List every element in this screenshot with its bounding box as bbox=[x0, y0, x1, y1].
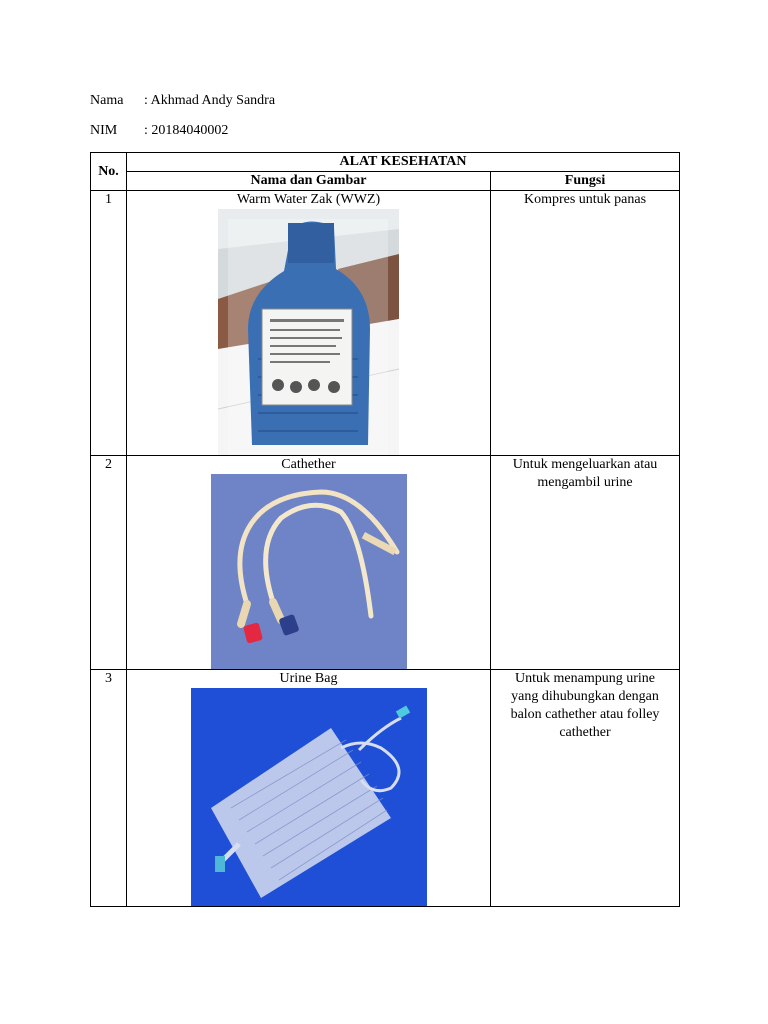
nim-value: : 20184040002 bbox=[144, 123, 229, 138]
equipment-table bbox=[90, 152, 680, 907]
item-name: Warm Water Zak (WWZ) bbox=[236, 192, 381, 207]
urine-bag-photo bbox=[191, 688, 427, 906]
table-row bbox=[91, 456, 680, 670]
item-cell bbox=[127, 456, 491, 670]
table-row bbox=[91, 670, 680, 907]
nim-line bbox=[90, 123, 228, 139]
catheter-photo bbox=[211, 474, 407, 669]
row-number: 3 bbox=[91, 670, 127, 907]
col-no-header: No. bbox=[91, 153, 127, 191]
name-label: Nama bbox=[90, 93, 124, 108]
item-name: Cathether bbox=[281, 457, 336, 472]
table-title: ALAT KESEHATAN bbox=[127, 153, 680, 172]
col-function-header: Fungsi bbox=[491, 172, 680, 191]
nim-label: NIM bbox=[90, 123, 118, 138]
function-cell: Untuk menampung urine yang dihubungkan dengan balon cathether atau folley cathether bbox=[491, 670, 680, 907]
item-cell bbox=[127, 191, 491, 456]
name-line bbox=[90, 93, 275, 109]
function-cell: Untuk mengeluarkan atau mengambil urine bbox=[491, 456, 680, 670]
name-value: : Akhmad Andy Sandra bbox=[144, 93, 276, 108]
item-cell bbox=[127, 670, 491, 907]
row-number: 2 bbox=[91, 456, 127, 670]
table-row bbox=[91, 191, 680, 456]
function-cell: Kompres untuk panas bbox=[491, 191, 680, 456]
col-name-header: Nama dan Gambar bbox=[127, 172, 491, 191]
item-name: Urine Bag bbox=[279, 671, 338, 686]
row-number: 1 bbox=[91, 191, 127, 456]
warm-water-bag-photo bbox=[218, 209, 399, 455]
